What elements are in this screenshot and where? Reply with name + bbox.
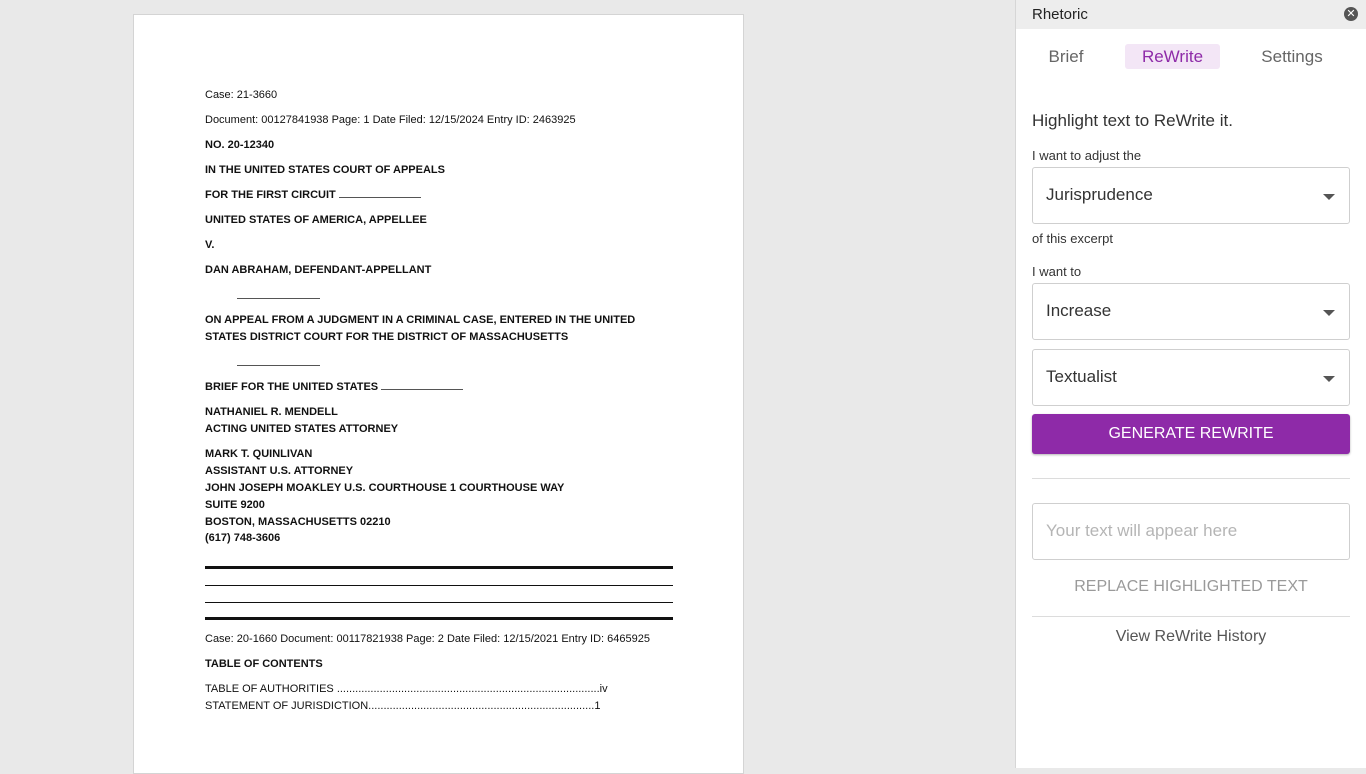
aspect-select[interactable] [1032, 167, 1350, 224]
appellant-line: DAN ABRAHAM, DEFENDANT-APPELLANT [205, 264, 432, 276]
address-line-2: SUITE 9200 [205, 499, 265, 511]
tab-settings[interactable]: Settings [1261, 47, 1323, 66]
page-rule [205, 602, 673, 603]
brief-title-line [205, 379, 463, 396]
appellee-line: UNITED STATES OF AMERICA, APPELLEE [205, 214, 427, 226]
court-name: IN THE UNITED STATES COURT OF APPEALS [205, 164, 445, 176]
blank-line [339, 188, 421, 198]
document-page[interactable] [133, 14, 744, 774]
excerpt-label: of this excerpt [1032, 231, 1113, 246]
chevron-down-icon [1323, 194, 1335, 200]
docket-number: NO. 20-12340 [205, 139, 275, 151]
instruction-text: Highlight text to ReWrite it. [1032, 111, 1233, 130]
tab-bar [1016, 44, 1366, 70]
blank-line [381, 380, 463, 390]
attorney-title-1: ACTING UNITED STATES ATTORNEY [205, 423, 399, 435]
tab-rewrite[interactable]: ReWrite [1125, 44, 1220, 69]
brief-title: BRIEF FOR THE UNITED STATES [205, 381, 379, 393]
aspect-select-value: Jurisprudence [1046, 185, 1153, 204]
page-rule [205, 585, 673, 586]
tab-brief[interactable]: Brief [1048, 47, 1084, 66]
circuit-text: FOR THE FIRST CIRCUIT [205, 189, 336, 201]
appeal-line-1: ON APPEAL FROM A JUDGMENT IN A CRIMINAL CASE, ENTERED IN THE UNITED [205, 314, 636, 326]
style-select-value: Textualist [1046, 367, 1117, 386]
section-divider [1032, 616, 1350, 617]
rhetoric-sidebar [1015, 0, 1366, 768]
circuit-line [205, 187, 421, 204]
rewrite-output-field[interactable] [1032, 503, 1350, 560]
appeal-line-2: STATES DISTRICT COURT FOR THE DISTRICT OF MASSACHUSETTS [205, 331, 569, 343]
address-line-1: JOHN JOSEPH MOAKLEY U.S. COURTHOUSE 1 COURTHOUSE WAY [205, 482, 565, 494]
style-select[interactable] [1032, 349, 1350, 406]
page-rule [205, 566, 673, 569]
attorney-title-2: ASSISTANT U.S. ATTORNEY [205, 465, 354, 477]
sidebar-body [1016, 29, 1366, 768]
case-line: Case: 21-3660 [205, 89, 278, 101]
want-label: I want to [1032, 264, 1082, 279]
versus-line: V. [205, 239, 215, 251]
direction-select-value: Increase [1046, 301, 1112, 320]
adjust-label: I want to adjust the [1032, 148, 1142, 163]
separator-rule [237, 298, 320, 299]
chevron-down-icon [1323, 376, 1335, 382]
chevron-down-icon [1323, 310, 1335, 316]
page2-header: Case: 20-1660 Document: 00117821938 Page: 2 Date Filed: 12/15/2021 Entry ID: 6465925 [205, 633, 650, 645]
toc-entry: TABLE OF AUTHORITIES ......................................................................................iv [205, 683, 608, 695]
generate-rewrite-button[interactable]: GENERATE REWRITE [1032, 414, 1350, 454]
attorney-name-1: NATHANIEL R. MENDELL [205, 406, 338, 418]
toc-entry: STATEMENT OF JURISDICTION..........................................................................1 [205, 700, 601, 712]
phone-line: (617) 748-3606 [205, 532, 281, 544]
section-divider [1032, 478, 1350, 479]
address-line-3: BOSTON, MASSACHUSETTS 02210 [205, 516, 391, 528]
close-icon[interactable]: ✕ [1344, 7, 1358, 21]
toc-title: TABLE OF CONTENTS [205, 658, 323, 670]
attorney-name-2: MARK T. QUINLIVAN [205, 448, 313, 460]
output-placeholder: Your text will appear here [1046, 521, 1238, 540]
direction-select[interactable] [1032, 283, 1350, 340]
sidebar-title: Rhetoric [1032, 6, 1088, 23]
view-rewrite-history-button[interactable]: View ReWrite History [1115, 628, 1267, 645]
page-rule [205, 617, 673, 620]
sidebar-header [1016, 0, 1366, 29]
separator-rule [237, 365, 320, 366]
document-line: Document: 00127841938 Page: 1 Date Filed: 12/15/2024 Entry ID: 2463925 [205, 114, 576, 126]
replace-highlighted-text-button[interactable]: REPLACE HIGHLIGHTED TEXT [1074, 578, 1308, 595]
